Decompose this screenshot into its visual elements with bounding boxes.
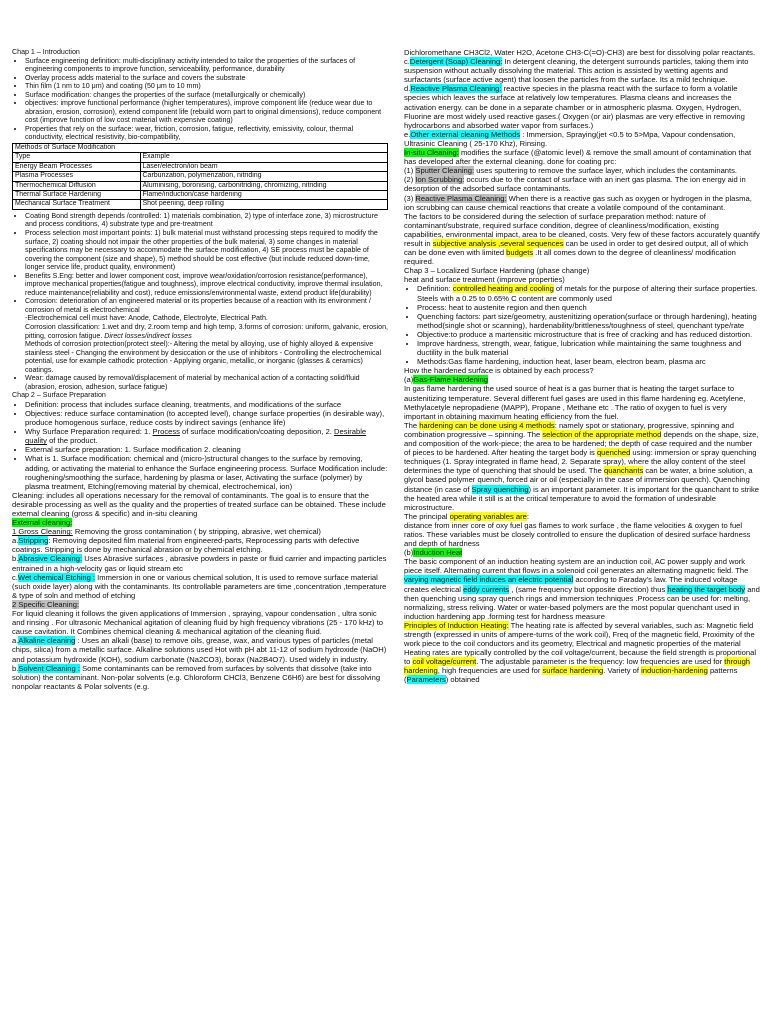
text-run: .It all comes down to the degree of cleanliness/ modification required. xyxy=(404,248,736,267)
table-row xyxy=(13,191,388,200)
highlight: quanchants xyxy=(603,466,644,476)
text-run: (2) xyxy=(404,175,416,185)
text-run: of metals for the purpose of altering their surface properties. Steels with a 0.25 to 0.65% C content are commonly used xyxy=(417,284,758,303)
factors-paragraph xyxy=(404,212,760,267)
text-run: using: immersion or spray quenching techniques (1. Spray integrated in flame head, 2. Separate spray), where the alloy content of the steel determines the type of quenching that should be used. The xyxy=(404,448,757,476)
text-run: according to Faraday's law. The induced voltage creates electrical xyxy=(404,575,738,594)
list-item xyxy=(417,284,760,302)
text-run: (a) xyxy=(404,375,414,385)
text-run: a. xyxy=(12,636,19,646)
text-run: The factors to be considered during the selection of surface preparation method: nature of contaminant/substrate, required surface condition, degree of cleanliness/modification, existing capabilities, environmental impact, area to be cleaned, costs. Very few of these factors accurately quantify result in xyxy=(404,211,760,248)
highlight: Principles of Induction Heating: xyxy=(404,620,509,630)
text-run: occurs due to the contact of surface with an inert gas plasma. The ion energy aid in desorption of the adsorbed surface contaminants. xyxy=(404,175,746,194)
reactive-plasma-2-paragraph xyxy=(404,194,760,212)
corrosion-definition: Corrosion: deterioration of an engineered material or its properties because of a reaction with its environment / corrosion of metal is electrochemical xyxy=(25,297,371,314)
text-run: d. xyxy=(404,84,411,94)
corrosion-cell: -Electrochemical cell must have: Anode, Cathode, Electrolyte, Electrical Path. xyxy=(25,314,268,323)
text-run: a. xyxy=(12,536,19,546)
list-item: • Methods:Gas flame hardening, induction heat, laser beam, electron beam, plasma arc xyxy=(417,357,760,366)
text-run: Definition: xyxy=(417,284,453,294)
table-header-type: Type xyxy=(13,153,141,162)
text-run: patterns ( xyxy=(404,666,738,685)
table-title-row xyxy=(13,144,388,153)
list-item: • Quenching factors: part size/geometry, austenitizing operation(surface or through hardening), heating method(single shot or scanning), hardenability/brittleness/toughness of steel, quenchant type/rate xyxy=(417,312,760,330)
wet-etching-paragraph xyxy=(12,573,388,600)
underlined-text: 1 Gross Cleaning: xyxy=(12,527,73,537)
corrosion-losses: Direct losses/indirect losses xyxy=(104,331,192,340)
table-row xyxy=(13,172,388,181)
chap3-subtitle: heat and surface treatment (improve properties) xyxy=(404,275,565,285)
highlight: 2 Specific Cleaning: xyxy=(12,599,80,609)
list-item: • Process: heat to austenite region and then quench xyxy=(417,303,760,312)
text-run: : namely spot or stationary, progressive, spinning and combination progressive – spinning. The xyxy=(404,420,734,439)
text-run: ) obtained xyxy=(445,675,480,685)
chap3-bullet-list xyxy=(404,284,760,366)
sputter-paragraph xyxy=(404,166,760,175)
highlight: Stripping xyxy=(18,536,49,546)
chap3-title: Chap 3 – Localized Surface Hardening (phase change) xyxy=(404,266,590,276)
table-cell: Aluminising, boronising, carbonitriding, chromizing, nitriding xyxy=(140,181,388,190)
text-run: ) is an important parameter. It is important for the quanchant to strike the heated area while it still is at the critical temperature to avoid the formation of undesirable microstructure. xyxy=(404,484,759,512)
induction-heat-heading xyxy=(404,548,760,557)
highlight: Gas-Flame Hardening xyxy=(413,375,488,385)
text-run: Removing the gross contamination ( by stripping, abrasive, wet chemical) xyxy=(72,527,321,537)
how-question: How the hardened surface is obtained by each process? xyxy=(404,366,594,376)
highlight: External cleaning: xyxy=(12,518,73,528)
text-run: of surface modification/coating deposition, 2. xyxy=(179,427,332,437)
highlight: Reactive Plasma Cleaning: xyxy=(410,84,502,94)
induction-paragraph xyxy=(404,557,760,621)
gas-flame-paragraph: In gas flame hardening the used source of heat is a gas burner that is heating the target surface to austenitizing temperature. Several different fuel gases are used in this flame hardening eg. Acetylene, Methylacetyle nepropadiene (MAPP), Propane , Methane etc . The ratio of oxygen to fuel is very important in obtaining maximum heating efficiency from the fuel. xyxy=(404,384,746,421)
corrosion-classification: Corrosion classification: 1.wet and dry, 2.room temp and high temp, 3.forms of corrosion: uniform, galvanic, erosion, pitting, corrosion fatigue. xyxy=(25,322,388,340)
table-cell: Flame/induction/case hardening xyxy=(140,191,388,200)
principal-variables xyxy=(404,512,760,521)
list-item: • Properties that rely on the surface: wear, friction, corrosion, fatigue, reflectivity, emissivity, colour, thermal conductivity, electrical resistivity, bio-compatibility, xyxy=(25,125,388,142)
list-item: • Definition: process that includes surface cleaning, treatments, and modifications of the surface xyxy=(25,400,388,409)
text-run: (3) xyxy=(404,193,416,203)
highlight: subjective analysis xyxy=(432,238,497,248)
table-title: Methods of Surface Modification xyxy=(13,144,388,153)
highlight: Ion Scrubbing: xyxy=(415,175,465,185)
list-item: • Thin film (1 nm to 10 μm) and coating (50 μm to 10 mm) xyxy=(25,82,388,91)
highlight: through hardening xyxy=(404,657,751,676)
text-run: Why Surface Preparation required: 1. xyxy=(25,427,151,437)
text-run: c. xyxy=(12,572,18,582)
text-run: (1) xyxy=(404,166,416,176)
table-header-row xyxy=(13,153,388,162)
chap1-bullet-list-2 xyxy=(12,212,388,391)
table-row xyxy=(13,200,388,209)
table-cell: Thermal Surface Hardening xyxy=(13,191,141,200)
highlight: Reactive Plasma Cleaning: xyxy=(415,193,507,203)
table-cell: Mechanical Surface Treatment xyxy=(13,200,141,209)
highlight: Parameters xyxy=(406,675,446,685)
text-run: can be water, a brine solution, a glycol based polymer quench, forced air or oil (especially in the case of immersion quench). Quenching distance (in case of xyxy=(404,466,753,494)
text-run: can be used in order to get desired output, all of which can be done even with limited xyxy=(404,238,749,258)
principles-paragraph xyxy=(404,621,760,648)
list-item xyxy=(25,297,388,374)
table-cell: Energy Beam Processes xyxy=(13,162,141,171)
text-run: reactive species in the plasma react with the surface to form a volatile species which leaves the surface at relatively low temperatures. Plasma cleans and increases the activation energy. can be done in a separate chamber or in atmospheric plasma. Oxygen, Hydrogen, Fluorine are most widely used reactive gases.( Oxygen (or air) plasmas are very effective in removing hydrocarbons and absorbed water vapor from surfaces.) xyxy=(404,84,745,130)
highlight: Induction Heat xyxy=(413,548,463,558)
list-item: • Objective:to produce a martensitic microstructure that is free of cracking and has reduced distortion. xyxy=(417,330,760,339)
list-item: • Objectives: reduce surface contamination (to accepted level), change surface properties (in desirable way), produce homogenous surface, reduce costs by indirect savings (enhance life) xyxy=(25,409,388,427)
heating-rates-paragraph xyxy=(404,648,760,684)
text-run: The basic component of an induction heating system are an induction coil, AC power supply and work piece itself. Alternating current that flows in a solenoid coil generates an alternating magnetic field. The xyxy=(404,557,749,576)
table-row xyxy=(13,181,388,190)
list-item: • What is 1. Surface modification: chemical and (micro-)structural changes to the surface by removing, adding, or activating the material to enhance the Surface engineering process. Surface Modification include: roughening/smoothing the surface, hardening by plasma or laser, Activating the surface (polymer) by plasma treatment, Etching(removing material by chemical, electrochemical, ion) xyxy=(25,454,388,490)
highlight: Other external cleaning Methods xyxy=(410,129,521,139)
text-run: . The adjustable parameter is the frequency: low frequencies are used for xyxy=(476,657,725,667)
underlined-text: Process xyxy=(152,427,180,437)
list-item xyxy=(25,427,388,445)
variables-paragraph: distance from inner core of oxy fuel gas flames to work surface , the flame velocities & oxygen to fuel ratios. These variables must be closely controlled to ensure the duplication of desired surface hardness and depth of hardness xyxy=(404,520,751,549)
text-run: modifies the surface (@atomic level) & remove the small amount of contamination that has developed after the external cleaning. done for coating prc: xyxy=(404,148,752,167)
highlight: induction-hardening xyxy=(641,666,708,676)
left-column xyxy=(12,48,388,691)
highlight: In-situ Cleaning: xyxy=(404,148,459,158)
text-run: e. xyxy=(404,129,411,139)
list-item: • Process selection most important points: 1) bulk material must withstand processing steps required to modify the surface, 2) coating should not impair the other properties of the bulk material, 3) some changes in material specifications may be necessary to accommodate the surface modification, 4) SE process must be capable of covering the component (size and shape), 5) method should be cost effective (but include reduced down-time, longer service life, product quality, environment) xyxy=(25,229,388,272)
right-column xyxy=(404,48,760,685)
ion-scrubbing-paragraph xyxy=(404,175,760,193)
text-run: . Variety of xyxy=(603,666,642,676)
highlight: coil voltage/current xyxy=(412,657,477,667)
text-run: Immersion in one or various chemical solution, It is used to remove surface material (such oxide layer) along with the contaminants. Its controllable parameters are time ,concentration ,temperature & type of soln and method of etching xyxy=(12,572,387,600)
text-run: Uses Abrasive surfaces , abrasive powders in paste or fluid carrier and impacting particles entrained in a high-velocity gas or liquid stream etc xyxy=(12,554,387,573)
list-item: • Overlay process adds material to the surface and covers the substrate xyxy=(25,74,388,83)
text-run: : Removing deposited film material from engineered-parts, Reprocessing parts with defective coatings. Stripping is done by mechanical abrasion or by chemical etching. xyxy=(12,536,360,555)
list-item: • Wear: damage caused by removal/displacement of material by mechanical action of a contacting solid/fluid (abrasion, erosion, adhesion, surface fatigue) xyxy=(25,374,388,391)
text-run: of the product. xyxy=(46,436,98,446)
highlight: quenched xyxy=(596,448,631,458)
abrasive-paragraph xyxy=(12,554,388,572)
underlined-text: Desirable quality xyxy=(25,427,367,446)
highlight: varying magnetic field induces an electric potential xyxy=(404,575,574,585)
highlight: ,several sequences xyxy=(496,238,564,248)
text-run: depends on the shape, size, and composition of the work-piece; the area to be hardened; the depth of case required and the number of pieces to be hardened. After heating the target body is xyxy=(404,429,759,458)
highlight: selection of the appropriate method xyxy=(542,429,662,439)
table-cell: Plasma Processes xyxy=(13,172,141,181)
external-cleaning-heading xyxy=(12,518,388,527)
highlight: Wet chemical Etching : xyxy=(17,572,96,582)
text-run: b. xyxy=(12,663,19,673)
table-row xyxy=(13,162,388,171)
table-cell: Carburization, polymerization, nitriding xyxy=(140,172,388,181)
table-header-example: Example xyxy=(140,153,388,162)
highlight: Alkaline cleaning xyxy=(18,636,76,646)
highlight: Detergent (Soap) Cleaning: xyxy=(409,57,503,67)
highlight: Sputter Cleaning: xyxy=(415,166,475,176)
text-run: c. xyxy=(404,57,410,67)
highlight: Spray quenching xyxy=(471,484,529,494)
highlight: Abrasive Cleaning: xyxy=(18,554,83,564)
specific-cleaning-heading xyxy=(12,600,388,609)
chap1-bullet-list xyxy=(12,57,388,142)
highlight: hardening can be done using 4 methods xyxy=(419,420,555,430)
specific-cleaning-paragraph: For liquid cleaning it follows the given applications of Immersion , spraying, vapour condensation , ultra sonic and rinsing . For ultrasonic Mechanical agitation of cleaning fluid by high frequency vibrations (25 - 170 kHz) to cause cavitation. It Combines chemical cleaning & mechanical agitation of the cleaning fluid. xyxy=(12,609,384,637)
cleaning-paragraph: Cleaning: includes all operations necessary for the removal of contaminants. The goal is to ensure that the desirable processing as well as the quality and the properties of treated surface can be obtained. These include external cleaning (gross & specific) and in-situ cleaning xyxy=(12,490,386,519)
text-run: : xyxy=(526,511,529,521)
corrosion-protection: Methods of corrosion protection(protect steel):- Altering the metal by alloying, use of highly alloyed & expensive stainless steel - Changing the environment by desiccation or the use of inhibitors - Controlling the electrochemical potential, use for example cathodic protection - Applying organic, metallic, or inorganic (glasses & ceramics) coatings. xyxy=(25,340,382,374)
list-item: • Surface modification: changes the properties of the surface (metallurgically or chemically) xyxy=(25,91,388,100)
dichloro-paragraph: Dichloromethane CH3Cl2, Water H2O, Acetone CH3-C(=O)-CH3) are best for dissolving polar reactants. xyxy=(404,48,756,57)
highlight: eddy currents xyxy=(463,584,510,594)
text-run: In detergent cleaning, the detergent surrounds particles, taking them into suspension without actually dissolving the material. This action is assisted by wetting agents and surfactants (surface active agent) that loosen the particles from the surface. Its a mild technique. xyxy=(404,57,749,85)
highlight: Solvent Cleaning : xyxy=(18,663,80,673)
text-run: , high frequencies are used for xyxy=(437,666,543,676)
list-item: • Benefits S.Eng: better and lower component cost, improve wear/oxidation/corrosion resistance(performance), improve mechanical properties(fatigue and toughness), improve electrical conductivity, improve thermal insulation, reduce maintenance(reliability and cost), reduce emissions/environmental waste, extend product life(durability) xyxy=(25,272,388,298)
text-run: Heating rates are typically controlled by the coil voltage/current, because the field strength is proportional to xyxy=(404,648,757,667)
text-run: Some contaminants can be removed from surfaces by solvents that dissolve (take into solution) the contaminant. Non-polar solvents (e.g. Chloroform CHCl3, Benzene C6H6) are best for dissolving nonpolar reactants & Polar solvents (e.g. xyxy=(12,663,381,691)
list-item: • objectives: improve functional performance (higher temperatures), improve component life (reduce wear due to abrasion, erosion, corrosion), extend component life (rebuild worn part to original dimensions), reduce component cost (improve function of low cost material with expensive coating) xyxy=(25,99,388,125)
gross-cleaning-paragraph xyxy=(12,527,388,536)
text-run: : Uses an alkali (base) to remove oils, grease, wax, and various types of particles (metal chips, silica) from a metallic surface. Alkaline solutions used Hot with pH abt 11-12 of sodium hydroxide (NaOH) and potassium hydroxide (KOH), sodium carbonate (Na2CO3), borax (Na2B4O7). Used widely in industry. xyxy=(12,636,387,664)
highlight: surface hardening xyxy=(542,666,604,676)
text-run: The principal xyxy=(404,511,450,521)
chap2-bullet-list xyxy=(12,400,388,491)
stripping-paragraph xyxy=(12,536,388,554)
text-run: The xyxy=(404,420,420,430)
table-cell: Laser/electron/ion beam xyxy=(140,162,388,171)
chap2-title: Chap 2 – Surface Preparation xyxy=(12,391,106,400)
table-cell: Shot peening, deep rolling xyxy=(140,200,388,209)
hardening-methods-paragraph xyxy=(404,421,760,512)
text-run: : Immersion, Spraying(jet <0.5 to 5>Mpa, Vapour condensation, Ultrasinic Cleaning ( 25-170 Khz), Rinsing. xyxy=(404,129,736,148)
text-run: and then quenching using spray quench rings and immersion techniques .Process can be used for: melting, normalizing, stress reliving. Water or water-based polymers are the most popular quenchant used in induction hardening app .forming test for hardness measure xyxy=(404,584,760,621)
text-run: (b) xyxy=(404,548,414,558)
highlight: heating the target body xyxy=(667,584,746,594)
list-item: • External surface preparation: 1. Surface modification 2. cleaning xyxy=(25,445,388,454)
list-item: • Coating Bond strength depends /controlled: 1) materials combination, 2) type of interface zone, 3) microstructure and process conditions, 4) substrate type and pre-treatment xyxy=(25,212,388,229)
text-run: , (same frequency but opposite direction) thus xyxy=(509,584,668,594)
highlight: budgets xyxy=(506,248,534,258)
methods-table xyxy=(12,143,388,210)
text-run: b. xyxy=(12,554,19,564)
insitu-paragraph xyxy=(404,148,760,166)
text-run: uses sputtering to remove the surface layer, which includes the contaminants. xyxy=(474,166,738,176)
alkaline-paragraph xyxy=(12,636,388,663)
table-cell: Thermochemical Diffusion xyxy=(13,181,141,190)
list-item: • Surface engineering definition: multi-disciplinary activity intended to tailor the properties of the surfaces of engineering components to improve function, serviceability, performance, durability xyxy=(25,57,388,74)
gas-flame-heading xyxy=(404,375,760,384)
solvent-paragraph xyxy=(12,664,388,691)
reactive-plasma-paragraph xyxy=(404,84,760,129)
list-item: • Improve hardness, strength, wear, fatigue, lubrication while maintaining the same toughness and ductility in the bulk material xyxy=(417,339,760,357)
highlight: controlled heating and cooling xyxy=(452,284,554,294)
text-run: When there is a reactive gas such as oxygen or hydrogen in the plasma, ion scrubbing can cause chemical reactions that create a volatile compound of the contaminant. xyxy=(404,193,752,212)
text-run: The heating rate is affected by several variables, such as: Magnetic field strength (expressed in units of ampere-turns of the work coil), Freq of the magnetic field, Proximity of the work piece to the coil conductors and its geometry, Electrical and magnetic properties of the material xyxy=(404,620,755,649)
chap1-title: Chap 1 – Introduction xyxy=(12,48,80,56)
detergent-paragraph xyxy=(404,57,760,84)
highlight: operating variables are xyxy=(449,511,527,521)
other-methods-paragraph xyxy=(404,130,760,148)
